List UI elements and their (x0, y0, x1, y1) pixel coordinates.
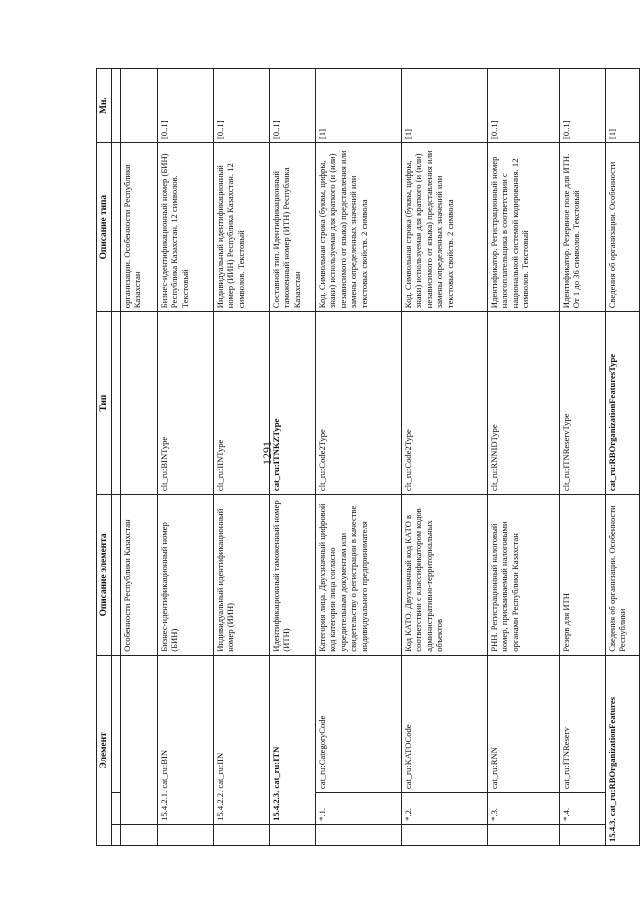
element-number: 15.4.2.1. (159, 790, 169, 821)
type-cell: cat_ru:ITNKZType (270, 312, 316, 495)
element-description-cell: Бизнес-идентификационный номер (БИН) (158, 495, 214, 656)
page-number: 1291 (260, 441, 274, 465)
table-row (606, 69, 640, 846)
element-name-cell: cat_ru:KATOCode (402, 655, 488, 792)
multiplicity-cell: [1] (607, 129, 617, 140)
multiplicity-cell: [0..1] (270, 69, 316, 143)
header-element: Элемент (97, 655, 112, 845)
table-row (316, 69, 402, 846)
element-name: cat_ru:RBOrganizationFeatures (607, 697, 617, 817)
type-cell: clt_ru:RNNIDType (488, 312, 560, 495)
element-name-cell: cat_ru:RNN (488, 655, 560, 792)
element-number: 15.4.3. (607, 818, 617, 842)
header-multiplicity: Мн. (97, 69, 112, 143)
schema-table (96, 68, 640, 846)
type-cell (121, 312, 158, 495)
element-name: cat_ru:IIN (215, 752, 225, 789)
type-description-cell: Составной тип. Идентификационный таможенный номер (ИТН) Республика Казахстан (270, 143, 316, 312)
element-description-cell: Резерв для ИТН (560, 495, 606, 656)
element-name: cat_ru:BIN (159, 749, 169, 789)
multiplicity-cell: [0..1] (158, 69, 214, 143)
table-header-row (97, 69, 112, 846)
table-row (158, 69, 214, 846)
type-cell: cat_ru:RBOrganizationFeaturesType (607, 353, 617, 492)
element-description-cell: Особенности Республики Казахстан (121, 495, 158, 656)
multiplicity-cell: [1] (402, 69, 488, 143)
multiplicity-cell: [0..1] (488, 69, 560, 143)
element-description-cell: Категория лица. Двухзначный цифровой код категории лица согласно учредительным документам или свидетельству о регистрации в качестве индивидуального предпринимателя (316, 495, 402, 656)
table-row (488, 69, 560, 846)
element-description-cell: РНН. Регистрационный налоговый номер, присваиваемый налоговыми органами Республики Казахстан (488, 495, 560, 656)
multiplicity-cell (121, 69, 158, 143)
element-description-cell: Код КАТО. Двухзначный код КАТО в соответствии с классификатором кодов административно-территориальных объектов (402, 495, 488, 656)
element-name-cell (121, 655, 158, 824)
multiplicity-cell: [1] (316, 69, 402, 143)
multiplicity-cell: [0..1] (214, 69, 270, 143)
element-description-cell: Сведения об организации. Особенности Республики (607, 505, 628, 652)
type-description-cell: Код. Символьная строка (буквы, цифры, знаки) используемая для краткого (и (или) независимого от языка) представления или замены определенных значений или текстовых свойств. 2 символа (316, 143, 402, 312)
element-name-cell: cat_ru:CategoryCode (316, 655, 402, 792)
header-description: Описание элемента (97, 495, 112, 656)
type-description-cell: Сведения об организации. Особенности (607, 161, 617, 309)
table-row (214, 69, 270, 846)
element-number: 15.4.2.3. (271, 790, 281, 821)
table-row (121, 69, 158, 846)
header-type: Тип (97, 312, 112, 495)
element-number: *.3. (488, 793, 560, 825)
type-cell: clt_ru:BINType (158, 312, 214, 495)
type-description-cell: Бизнес-идентификационный номер (БИН) Республика Казахстан. 12 символов. Текстовый (158, 143, 214, 312)
element-number: *.1. (316, 793, 402, 825)
type-cell: clt_ru:IINType (214, 312, 270, 495)
element-description-cell: Индивидуальный идентификационный номер (ИИН) (214, 495, 270, 656)
table-container (96, 68, 628, 846)
element-name-cell: cat_ru:ITNReserv (560, 655, 606, 792)
table-row (402, 69, 488, 846)
header-type-description: Описание типа (97, 143, 112, 312)
type-description-cell: Код. Символьная строка (буквы, цифры, знаки) используемая для краткого (и (или) независимого от языка) представления или замены определенных значений или текстовых свойств. 2 символа (402, 143, 488, 312)
rotated-table-area (96, 68, 628, 846)
type-cell: clt_ru:Code2Type (316, 312, 402, 495)
header-spacer-row (112, 69, 121, 846)
element-number: 15.4.2.2. (215, 790, 225, 821)
type-cell: clt_ru:Code2Type (402, 312, 488, 495)
element-description-cell: Идентификационный таможенный номер (ИТН) (270, 495, 316, 656)
element-name: cat_ru:ITN (271, 746, 281, 789)
type-description-cell: Идентификатор. Резервное поле для ИТН. От 1 до 36 символов. Текстовый (560, 143, 606, 312)
table-row (560, 69, 606, 846)
type-cell: clt_ru:ITNReservType (560, 312, 606, 495)
element-number: *.4. (560, 793, 606, 825)
type-description-cell: Индивидуальный идентификационный номер (ИИН) Республика Казахстан. 12 символов. Текстовый (214, 143, 270, 312)
multiplicity-cell: [0..1] (560, 69, 606, 143)
element-number: *.2. (402, 793, 488, 825)
table-row (270, 69, 316, 846)
type-description-cell: организации. Особенности Республики Казахстан (121, 143, 158, 312)
type-description-cell: Идентификатор. Регистрационный номер налогоплательщика в соответствии с национальной системой кодирования. 12 символов. Текстовый (488, 143, 560, 312)
